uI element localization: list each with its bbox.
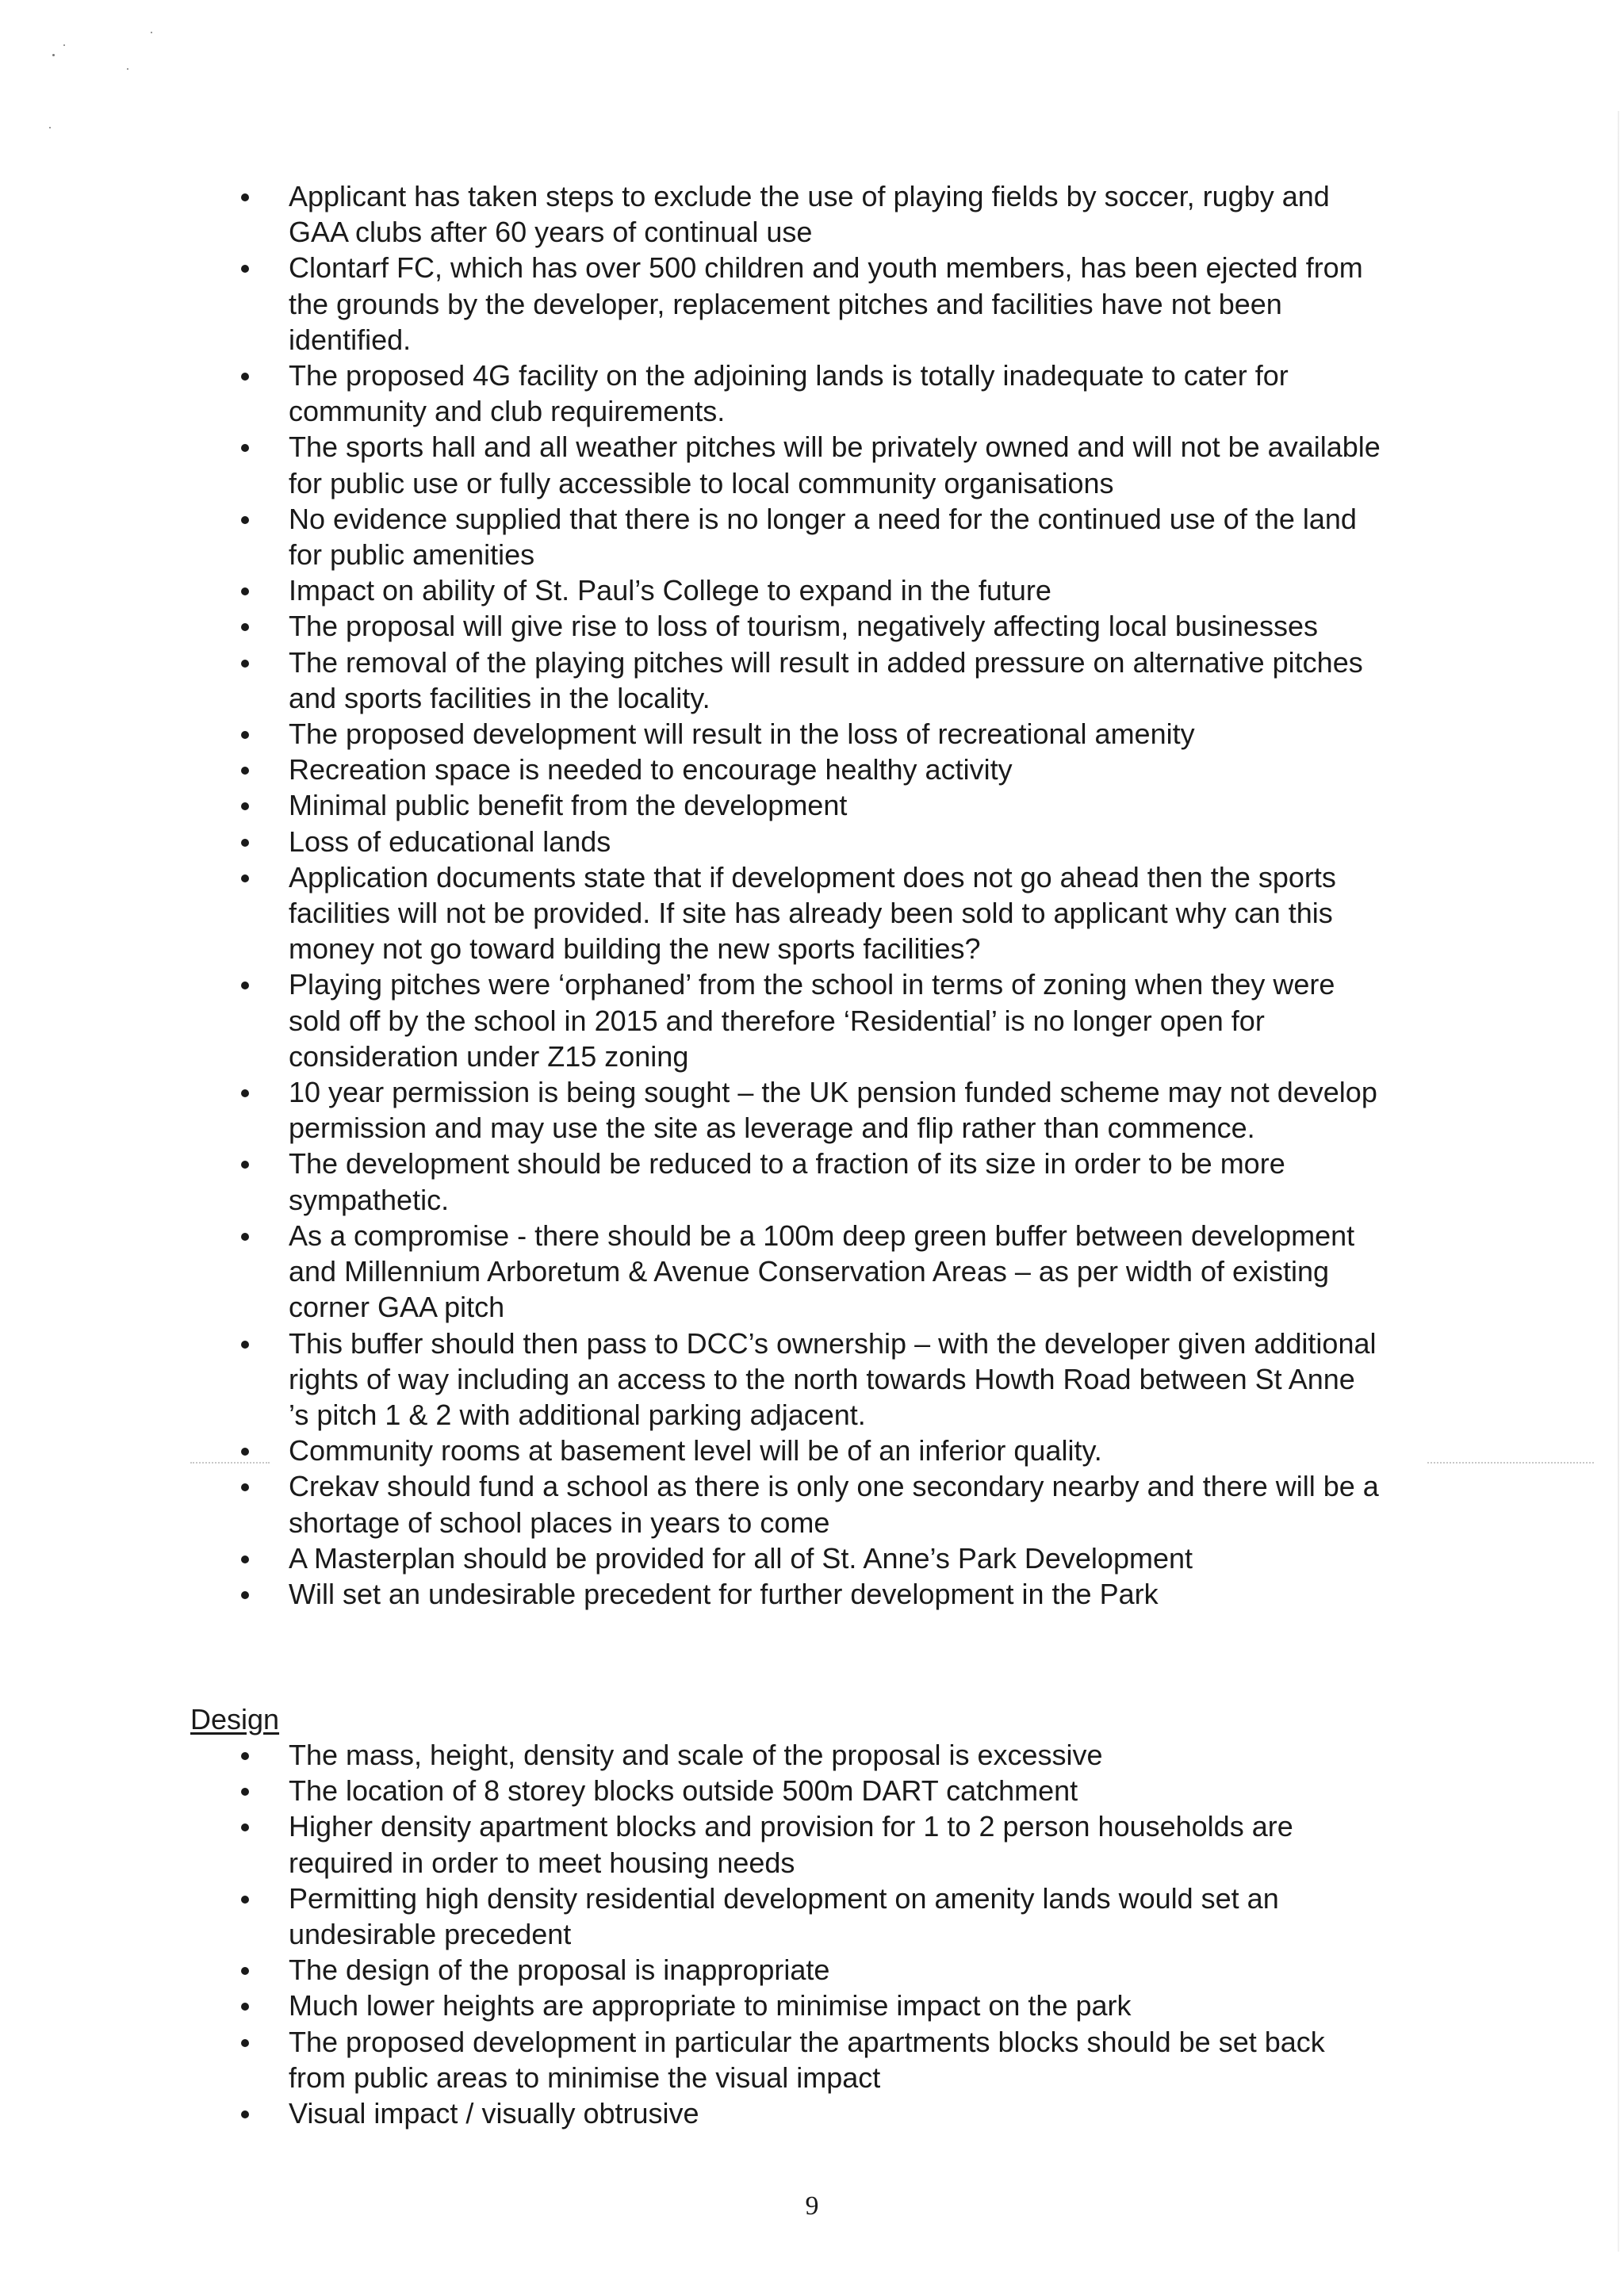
list-item [0,1146,1383,1217]
list-item-text: Community rooms at basement level will be of an inferior quality. [289,1434,1102,1468]
bullet-icon [241,1483,249,1491]
list-item-text: The removal of the playing pitches will result in added pressure on alternative pitches and sports facilities in the locality. [289,645,1363,714]
list-item-text: Will set an undesirable precedent for further development in the Park [289,1577,1159,1610]
bullet-icon [241,1233,249,1241]
bullet-icon [241,1788,249,1796]
list-item [0,1576,1383,1612]
scan-edge-line [1618,111,1619,2252]
list-item [0,752,1383,787]
list-item [0,1468,1383,1540]
list-item-text: Applicant has taken steps to exclude the use of playing fields by soccer, rugby and GAA clubs after 60 years of continual use [289,180,1330,249]
list-item-text: Minimal public benefit from the development [289,789,848,822]
list-item [0,250,1383,358]
scan-dotted-line-right [1427,1462,1594,1465]
bullet-icon [241,1823,249,1831]
list-item [0,608,1383,644]
list-item [0,1326,1383,1433]
list-item-text: No evidence supplied that there is no longer a need for the continued use of the land for public amenities [289,502,1357,572]
list-item [0,1540,1383,1576]
list-item [0,2095,1383,2131]
list-item [0,178,1383,250]
list-item-text: Much lower heights are appropriate to minimise impact on the park [289,1989,1132,2022]
list-item-text: The design of the proposal is inappropriate [289,1954,830,1987]
bullet-icon [241,1967,249,1975]
bullet-icon [241,1089,249,1097]
list-item [0,1808,1383,1880]
list-item-text: The mass, height, density and scale of the proposal is excessive [289,1739,1103,1771]
bullet-icon [241,2003,249,2011]
bullet-icon [241,1341,249,1349]
list-item-text: Crekav should fund a school as there is only one secondary nearby and there will be a shortage of school places in years to come [289,1470,1379,1539]
list-item [0,1074,1383,1146]
list-item-text: 10 year permission is being sought – the UK pension funded scheme may not develop permission and may use the site as leverage and flip rather than commence. [289,1076,1377,1145]
list-item [0,1218,1383,1326]
list-item-text: As a compromise - there should be a 100m deep green buffer between development and Millennium Arboretum & Avenue Conservation Areas – as per width of existing corner GAA pitch [289,1219,1355,1324]
list-item-text: Permitting high density residential development on amenity lands would set an undesirable precedent [289,1881,1279,1951]
design-bullet-list [0,1737,1383,2131]
list-item [0,716,1383,752]
bullet-icon [241,874,249,882]
list-item [0,645,1383,716]
section-heading-design: Design [190,1703,280,1735]
list-item-text: Recreation space is needed to encourage healthy activity [289,753,1013,786]
list-item-text: The sports hall and all weather pitches will be privately owned and will not be available for public use or fully accessible to local community organisations [289,430,1381,499]
list-item-text: Impact on ability of St. Paul’s College to expand in the future [289,574,1051,607]
bullet-icon [241,982,249,989]
list-item-text: The development should be reduced to a fraction of its size in order to be more sympathetic. [289,1147,1285,1216]
list-item-text: Playing pitches were ‘orphaned’ from the school in terms of zoning when they were sold off by the school in 2015 and therefore ‘Residential’ is no longer open for consideration under Z15 zoning [289,968,1335,1073]
list-item [0,358,1383,429]
list-item-text: The location of 8 storey blocks outside 500m DART catchment [289,1774,1078,1808]
bullet-icon [241,767,249,775]
bullet-icon [241,623,249,631]
bullet-icon [241,444,249,452]
list-item-text: The proposed development in particular the apartments blocks should be set back from public areas to minimise the visual impact [289,2025,1325,2094]
page-number: 9 [805,2191,819,2221]
bullet-icon [241,1752,249,1760]
bullet-icon [241,1556,249,1563]
list-item-text: The proposal will give rise to loss of tourism, negatively affecting local businesses [289,610,1318,643]
list-item [0,859,1383,967]
list-item [0,501,1383,572]
list-item-text: Visual impact / visually obtrusive [289,2097,699,2130]
list-item [0,1433,1383,1468]
bullet-icon [241,1161,249,1169]
bullet-icon [241,265,249,273]
list-item-text: This buffer should then pass to DCC’s ownership – with the developer given additional rights of way including an access to the north towards Howth Road between St Anne ’s pitch 1 & 2 with additional parking adjacent. [289,1326,1377,1431]
bullet-icon [241,1591,249,1599]
list-item-text: A Masterplan should be provided for all of St. Anne’s Park Development [289,1541,1193,1575]
list-item-text: Higher density apartment blocks and provision for 1 to 2 person households are required in order to meet housing needs [289,1810,1293,1879]
bullet-icon [241,1448,249,1456]
list-item [0,429,1383,500]
objections-bullet-list [0,178,1383,1612]
list-item [0,2024,1383,2095]
list-item-text: Loss of educational lands [289,825,611,858]
bullet-icon [241,193,249,201]
bullet-icon [241,731,249,739]
list-item [0,966,1383,1074]
list-item [0,1737,1383,1773]
list-item [0,787,1383,823]
list-item-text: The proposed 4G facility on the adjoining lands is totally inadequate to cater for community and club requirements. [289,359,1289,428]
bullet-icon [241,660,249,668]
bullet-icon [241,2039,249,2047]
list-item [0,572,1383,608]
bullet-icon [241,1896,249,1904]
bullet-icon [241,373,249,381]
list-item [0,1881,1383,1952]
bullet-icon [241,802,249,810]
bullet-icon [241,516,249,524]
bullet-icon [241,2110,249,2118]
list-item-text: Clontarf FC, which has over 500 children and youth members, has been ejected from the grounds by the developer, replacement pitches and facilities have not been identified. [289,251,1363,356]
list-item-text: Application documents state that if development does not go ahead then the sports facilities will not be provided. If site has already been sold to applicant why can this money not go toward building the new sports facilities? [289,860,1336,966]
bullet-icon [241,839,249,847]
list-item-text: The proposed development will result in the loss of recreational amenity [289,718,1195,751]
list-item [0,824,1383,859]
list-item [0,1952,1383,1988]
bullet-icon [241,587,249,595]
list-item [0,1988,1383,2023]
list-item [0,1773,1383,1808]
